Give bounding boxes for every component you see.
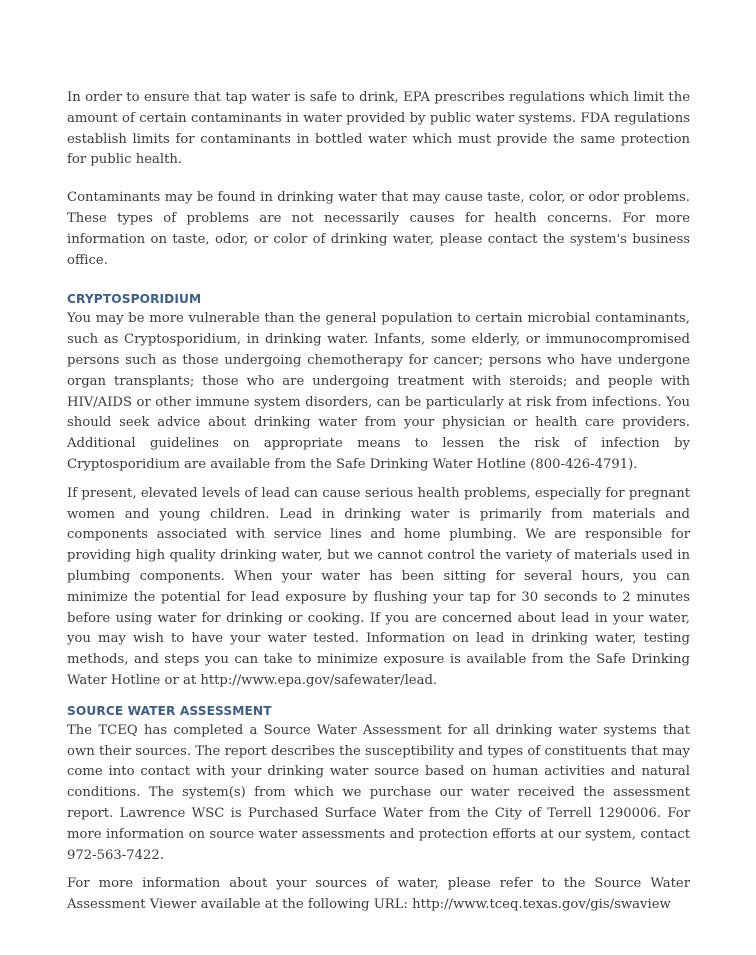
- source-water-paragraph: The TCEQ has completed a Source Water Assessment for all drinking water systems that own their sources. The report describes the susceptibility and types of constituents that may come into contact with your drinking water source based on human activities and natural conditions. The system(s) from which we purchase our water received the assessment report. Lawrence WSC is Purchased Surface Water from the City of Terrell 1290006. For more information on source water assessments and protection efforts at our system, contact 972-563-7422.: [67, 722, 690, 863]
- cryptosporidium-heading: CRYPTOSPORIDIUM: [67, 292, 202, 307]
- lead-paragraph: If present, elevated levels of lead can cause serious health problems, especially for pregnant women and young children. Lead in drinking water is primarily from materials and components associated with service lines and home plumbing. We are responsible for providing high quality drinking water, but we cannot control the variety of materials used in plumbing components. When your water has been sitting for several hours, you can minimize the potential for lead exposure by flushing your tap for 30 seconds to 2 minutes before using water for drinking or cooking. If you are concerned about lead in your water, you may wish to have your water tested. Information on lead in drinking water, testing methods, and steps you can take to minimize exposure is available from the Safe Drinking Water Hotline or at http://www.epa.gov/safewater/lead.: [67, 485, 690, 688]
- intro-contaminants-paragraph: Contaminants may be found in drinking water that may cause taste, color, or odor problems. These types of problems are not necessarily causes for health concerns. For more information on taste, odor, or color of drinking water, please contact the system's business office.: [67, 190, 690, 268]
- cryptosporidium-paragraph: You may be more vulnerable than the general population to certain microbial contaminants, such as Cryptosporidium, in drinking water. Infants, some elderly, or immunocompromised persons such as those undergoing chemotherapy for cancer; persons who have undergone organ transplants; those who are undergoing treatment with steroids; and people with HIV/AIDS or other immune system disorders, can be particularly at risk from infections. You should seek advice about drinking water from your physician or health care providers. Additional guidelines on appropriate means to lessen the risk of infection by Cryptosporidium are available from the Safe Drinking Water Hotline (800-426-4791).: [67, 311, 690, 472]
- document-body: [67, 88, 690, 916]
- swa-viewer-paragraph: For more information about your sources of water, please refer to the Source Water Assessment Viewer available at the following URL: http://www.tceq.texas.gov/gis/swaview: [67, 876, 690, 913]
- intro-epa-paragraph: In order to ensure that tap water is safe to drink, EPA prescribes regulations which limit the amount of certain contaminants in water provided by public water systems. FDA regulations establish limits for contaminants in bottled water which must provide the same protection for public health.: [67, 90, 690, 168]
- source-water-heading: SOURCE WATER ASSESSMENT: [67, 703, 272, 718]
